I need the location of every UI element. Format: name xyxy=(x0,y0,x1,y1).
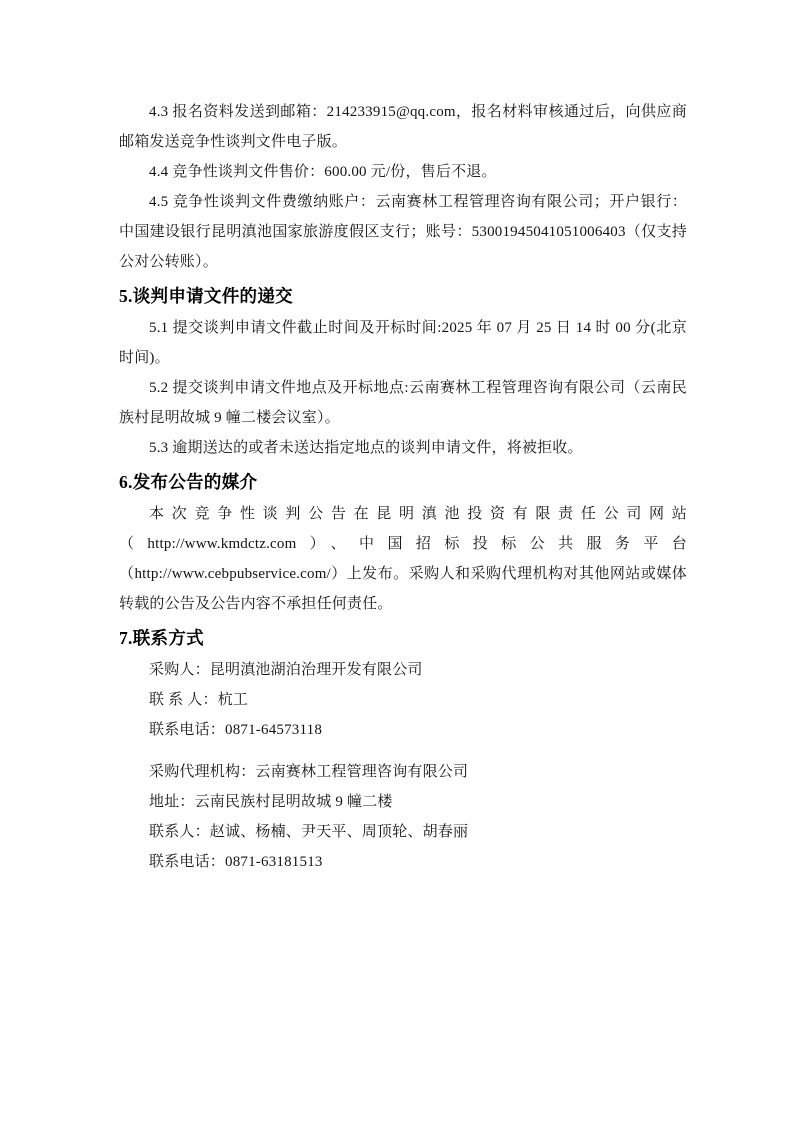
section-6-body: 本次竞争性谈判公告在昆明滇池投资有限责任公司网站（http://www.kmdctz.com）、中国招标投标公共服务平台（http://www.cebpubservice.com/）上发布。采购人和采购代理机构对其他网站或媒体转载的公告及公告内容不承担任何责任。 xyxy=(119,506,687,612)
agency-phone-line: 联系电话：0871-63181513 xyxy=(149,854,323,870)
clause-4-4: 4.4 竞争性谈判文件售价：600.00 元/份，售后不退。 xyxy=(149,164,497,180)
agency-contacts-line: 联系人：赵诚、杨楠、尹天平、周顶轮、胡春丽 xyxy=(149,824,469,840)
purchaser-contact-block xyxy=(119,655,687,745)
document-body xyxy=(119,97,687,877)
clause-5-1: 5.1 提交谈判申请文件截止时间及开标时间:2025 年 07 月 25 日 14 时 00 分(北京时间)。 xyxy=(119,320,687,366)
agency-name-line: 采购代理机构：云南赛林工程管理咨询有限公司 xyxy=(149,764,469,780)
clause-5-2: 5.2 提交谈判申请文件地点及开标地点:云南赛林工程管理咨询有限公司（云南民族村昆明故城 9 幢二楼会议室）。 xyxy=(119,380,687,426)
agency-contact-block xyxy=(119,757,687,877)
purchaser-phone-line: 联系电话：0871-64573118 xyxy=(149,722,323,738)
section-6-heading: 6.发布公告的媒介 xyxy=(119,472,258,492)
purchaser-contact-line: 联 系 人：杭工 xyxy=(149,692,249,708)
clause-4-3: 4.3 报名资料发送到邮箱：214233915@qq.com，报名材料审核通过后，向供应商邮箱发送竞争性谈判文件电子版。 xyxy=(119,104,687,150)
purchaser-name-line: 采购人：昆明滇池湖泊治理开发有限公司 xyxy=(149,662,423,678)
clause-4-5: 4.5 竞争性谈判文件费缴纳账户：云南赛林工程管理咨询有限公司；开户银行：中国建设银行昆明滇池国家旅游度假区支行；账号：53001945041051006403（仅支持公对公转账）。 xyxy=(119,194,687,270)
section-7-heading: 7.联系方式 xyxy=(119,628,204,648)
section-5-heading: 5.谈判申请文件的递交 xyxy=(119,286,293,306)
contact-block-spacer xyxy=(119,745,687,757)
agency-address-line: 地址：云南民族村昆明故城 9 幢二楼 xyxy=(149,794,393,810)
clause-5-3: 5.3 逾期送达的或者未送达指定地点的谈判申请文件，将被拒收。 xyxy=(149,440,583,456)
